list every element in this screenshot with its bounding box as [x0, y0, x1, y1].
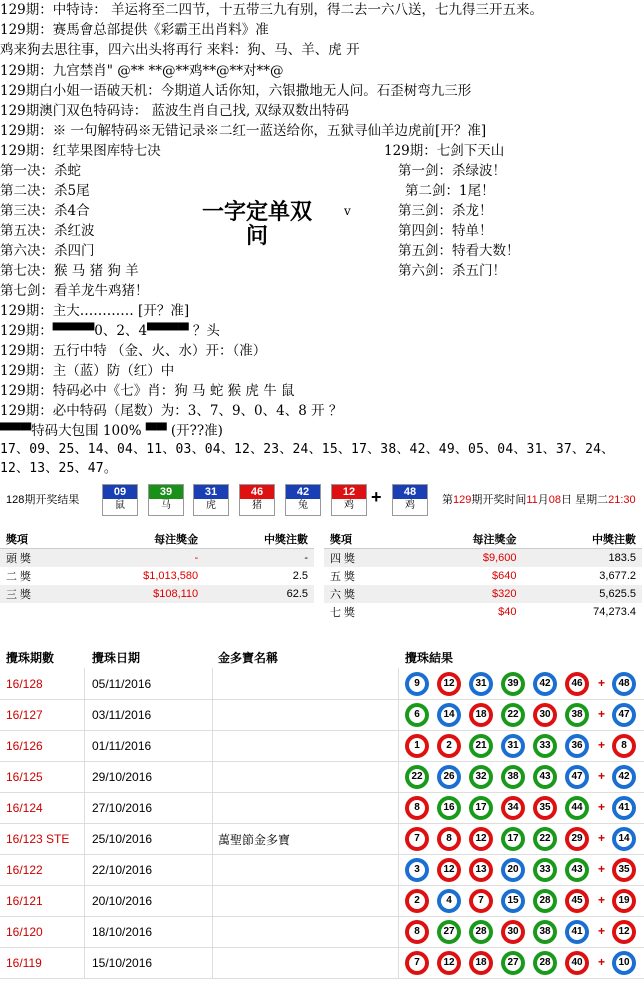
history-date: 20/10/2016 — [92, 894, 153, 908]
history-ball: 28 — [533, 889, 557, 913]
prize-row — [324, 603, 642, 621]
history-row — [0, 916, 644, 948]
history-ball: 14 — [437, 703, 461, 727]
plus-sign: + — [598, 676, 606, 690]
text-line: 129期：赛馬會总部提供《彩霸王出肖料》准 — [0, 22, 269, 38]
history-ball: 41 — [565, 920, 589, 944]
history-ball: 47 — [565, 765, 589, 789]
right-text-line: 第二剑：1尾！ — [405, 183, 495, 199]
prize-table-left — [0, 530, 314, 603]
history-ball: 38 — [565, 703, 589, 727]
history-period: 16/127 — [6, 708, 43, 722]
prize-table-right — [324, 530, 642, 621]
history-ball: 34 — [501, 796, 525, 820]
plus-sign: + — [598, 831, 606, 845]
history-ball: 13 — [469, 858, 493, 882]
right-text-line: 第三剑：杀龙！ — [398, 203, 493, 219]
history-date: 18/10/2016 — [92, 925, 153, 939]
prize-name: 七 獎 — [330, 607, 356, 619]
text-line: 129期：特码必中《七》肖：狗 马 蛇 猴 虎 牛 鼠 — [0, 383, 295, 399]
history-row — [0, 823, 644, 855]
history-row — [0, 668, 644, 700]
history-ball: 22 — [501, 703, 525, 727]
history-ball: 12 — [437, 672, 461, 696]
draw-ball — [193, 484, 229, 516]
prize-amount: $1,013,580 — [143, 570, 199, 582]
text-line: 第六决：杀四门 — [0, 243, 95, 259]
history-ball: 7 — [405, 827, 429, 851]
text-line: 鸡来狗去思往事，四六出头将再行 来料：狗、马、羊、虎 开 — [0, 42, 360, 58]
history-ball: 15 — [501, 889, 525, 913]
history-ball: 22 — [533, 827, 557, 851]
history-ball: 22 — [405, 765, 429, 789]
prize-header: 每注獎金 — [73, 530, 205, 549]
prize-amount: $320 — [403, 585, 522, 603]
history-ball: 45 — [565, 889, 589, 913]
prize-count: 5,625.5 — [523, 585, 642, 603]
draw-ball-zodiac: 虎 — [206, 500, 216, 511]
history-date: 27/10/2016 — [92, 801, 153, 815]
history-ball: 44 — [565, 796, 589, 820]
history-ball: 17 — [501, 827, 525, 851]
draw-ball-number: 48 — [393, 485, 427, 499]
prize-amount: $640 — [492, 570, 517, 582]
history-ball: 7 — [405, 951, 429, 975]
history-row — [0, 699, 644, 731]
draw-ball-zodiac: 马 — [161, 500, 171, 511]
prize-amount: $40 — [498, 606, 517, 618]
prize-header: 中獎注數 — [523, 530, 642, 549]
text-line: 129期：必中特码（尾数）为：3、7、9、0、4、8 开 ？ — [0, 403, 343, 419]
history-ball: 30 — [501, 920, 525, 944]
draw-ball-zodiac: 猪 — [252, 500, 262, 511]
numbers-line-2: 12、13、25、47。 — [0, 461, 118, 476]
history-ball: 9 — [405, 672, 429, 696]
history-ball: 26 — [437, 765, 461, 789]
history-ball: 35 — [533, 796, 557, 820]
plus-sign: + — [598, 924, 606, 938]
history-ball: 38 — [533, 920, 557, 944]
text-line: 129期：九宫禁肖" @** **@**鸡**@**对**@ — [0, 63, 284, 79]
text-line: 129期：※ 一句解特码※无错记录※二红一蓝送给你，五狱寻仙羊边虎前[开？准] — [0, 123, 487, 139]
prize-header: 每注獎金 — [403, 530, 522, 549]
history-ball: 38 — [501, 765, 525, 789]
header-period: 攪珠期數 — [6, 651, 55, 665]
right-text-line: 第四剑：特单！ — [398, 223, 493, 239]
history-period: 16/119 — [6, 956, 42, 970]
history-period: 16/121 — [6, 894, 43, 908]
draw-ball-zodiac: 兔 — [298, 500, 308, 511]
history-special-ball: 42 — [612, 765, 636, 789]
center-title: 一字定单双问 — [201, 199, 312, 249]
text-line: 129期：主大………… [开？准] — [0, 303, 190, 319]
history-special-ball: 35 — [612, 858, 636, 882]
history-ball: 18 — [469, 951, 493, 975]
history-ball: 27 — [437, 920, 461, 944]
text-line: 129期：主（蓝）防（红）中 — [0, 363, 175, 379]
history-ball: 8 — [405, 920, 429, 944]
history-ball: 12 — [469, 827, 493, 851]
draw-ball-number: 39 — [149, 485, 183, 499]
numbers-line-1: 17、09、25、14、04、11、03、04、12、23、24、15、17、38、42、49、05、04、31、37、24、 — [0, 442, 615, 457]
history-date: 15/10/2016 — [92, 956, 153, 970]
prize-header: 中獎注數 — [204, 530, 314, 549]
history-ball: 18 — [469, 703, 493, 727]
draw-ball — [239, 484, 275, 516]
prize-row — [324, 549, 642, 568]
history-ball: 7 — [469, 889, 493, 913]
history-ball: 43 — [533, 765, 557, 789]
history-special-ball: 8 — [612, 734, 636, 758]
prize-name: 三 獎 — [0, 585, 73, 603]
history-special-ball: 47 — [612, 703, 636, 727]
prize-count: 2.5 — [292, 570, 308, 582]
history-ball: 3 — [405, 858, 429, 882]
right-text-line: 第一剑：杀绿波！ — [398, 163, 506, 179]
draw-result-bar — [0, 481, 644, 517]
history-period: 16/122 — [6, 863, 43, 877]
history-period: 16/123 STE — [6, 832, 70, 846]
history-ball: 29 — [565, 827, 589, 851]
history-period: 16/125 — [6, 770, 43, 784]
right-text-line: 第五剑：特看大数！ — [398, 243, 520, 259]
header-result: 攪珠結果 — [405, 651, 454, 665]
history-ball: 31 — [469, 672, 493, 696]
draw-ball-number: 12 — [332, 485, 366, 499]
text-line: 第一决：杀蛇 — [0, 163, 81, 179]
plus-sign: + — [598, 738, 606, 752]
text-line: 第二决：杀5尾 — [0, 183, 90, 199]
text-line: 129期：中特诗： 羊运将至二四节，十五带三九有别，得二去一六八送，七九得三开五来。 — [0, 2, 544, 18]
plus-sign: + — [598, 769, 606, 783]
draw-ball — [148, 484, 184, 516]
history-ball: 33 — [533, 734, 557, 758]
history-ball: 43 — [565, 858, 589, 882]
prize-name: 六 獎 — [324, 585, 403, 603]
history-ball: 36 — [565, 734, 589, 758]
history-row — [0, 761, 644, 793]
history-date: 25/10/2016 — [92, 832, 153, 846]
history-ball: 39 — [501, 672, 525, 696]
plus-sign: + — [598, 893, 606, 907]
history-ball: 28 — [469, 920, 493, 944]
history-row — [0, 885, 644, 917]
right-text-line: 第六剑：杀五门！ — [398, 263, 506, 279]
history-ball: 2 — [405, 889, 429, 913]
history-ball: 12 — [437, 858, 461, 882]
draw-ball-zodiac: 鸡 — [344, 500, 354, 511]
plus-sign: + — [598, 862, 606, 876]
history-ball: 2 — [437, 734, 461, 758]
plus-sign: + — [598, 955, 606, 969]
prize-row — [0, 549, 314, 568]
prize-name: 四 獎 — [324, 549, 403, 568]
prize-count: 183.5 — [523, 549, 642, 568]
history-date: 22/10/2016 — [92, 863, 153, 877]
draw-ball-zodiac: 鼠 — [115, 500, 125, 511]
history-ball: 12 — [437, 951, 461, 975]
plus-sign: + — [598, 800, 606, 814]
history-ball: 21 — [469, 734, 493, 758]
text-line: ▀▀▀特码大包围 100% ▀▀ (开??准) — [0, 423, 223, 439]
prize-count: - — [204, 549, 314, 568]
history-ball: 4 — [437, 889, 461, 913]
history-date: 29/10/2016 — [92, 770, 153, 784]
text-line: 129期白小姐一语破天机：今期道人话你知，六银撒地无人问。石歪树弯九三形 — [0, 83, 472, 99]
history-row — [0, 792, 644, 824]
history-special-ball: 14 — [612, 827, 636, 851]
draw-ball-number: 31 — [194, 485, 228, 499]
header-name: 金多寶名稱 — [218, 651, 279, 665]
draw-ball-zodiac: 鸡 — [405, 500, 415, 511]
history-name: 萬聖節金多寶 — [218, 833, 291, 847]
history-date: 03/11/2016 — [92, 708, 152, 722]
history-date: 05/11/2016 — [92, 677, 152, 691]
history-special-ball: 12 — [612, 920, 636, 944]
prize-count: 74,273.4 — [593, 606, 636, 618]
prize-name: 二 獎 — [6, 571, 32, 583]
right-text-line: 129期：七剑下天山 — [384, 143, 505, 159]
history-row — [0, 947, 644, 979]
history-ball: 6 — [405, 703, 429, 727]
draw-ball-number: 46 — [240, 485, 274, 499]
history-row — [0, 730, 644, 762]
history-ball: 28 — [533, 951, 557, 975]
prize-amount: $9,600 — [403, 549, 522, 568]
history-ball: 8 — [405, 796, 429, 820]
history-date: 01/11/2016 — [92, 739, 152, 753]
prize-header: 獎項 — [0, 530, 73, 549]
history-ball: 42 — [533, 672, 557, 696]
history-ball: 20 — [501, 858, 525, 882]
history-ball: 31 — [501, 734, 525, 758]
prize-header: 獎項 — [324, 530, 403, 549]
draw-ball-number: 42 — [286, 485, 320, 499]
prize-name: 五 獎 — [330, 571, 356, 583]
history-header — [0, 645, 644, 667]
draw-label: 128期开奖结果 — [6, 494, 80, 506]
prize-count: 62.5 — [204, 585, 314, 603]
prize-row — [0, 567, 314, 585]
history-period: 16/126 — [6, 739, 43, 753]
text-line: 129期：五行中特 （金、火、水）开：（准） — [0, 343, 267, 359]
history-period: 16/124 — [6, 801, 43, 815]
text-line: 第七剑：看羊龙牛鸡猪！ — [0, 283, 149, 299]
history-special-ball: 19 — [612, 889, 636, 913]
history-special-ball: 41 — [612, 796, 636, 820]
center-mark: v — [344, 204, 351, 218]
draw-special-ball — [392, 484, 428, 516]
prize-amount: - — [73, 549, 205, 568]
history-special-ball: 10 — [612, 951, 636, 975]
prize-amount: $108,110 — [73, 585, 205, 603]
prize-name: 頭 獎 — [0, 549, 73, 568]
history-ball: 33 — [533, 858, 557, 882]
history-row — [0, 854, 644, 886]
header-date: 攪珠日期 — [92, 651, 141, 665]
prize-row — [0, 585, 314, 603]
history-ball: 16 — [437, 796, 461, 820]
history-period: 16/120 — [6, 925, 43, 939]
history-ball: 40 — [565, 951, 589, 975]
history-ball: 8 — [437, 827, 461, 851]
plus-sign: + — [371, 487, 382, 507]
history-ball: 32 — [469, 765, 493, 789]
prize-row — [324, 585, 642, 603]
history-special-ball: 48 — [612, 672, 636, 696]
history-ball: 1 — [405, 734, 429, 758]
text-line: 129期澳门双色特码诗： 蓝波生肖自己找, 双绿双数出特码 — [0, 103, 350, 119]
history-ball: 27 — [501, 951, 525, 975]
text-line: 第三决：杀4合 — [0, 203, 90, 219]
plus-sign: + — [598, 707, 606, 721]
draw-info: 第129期开奖时间11月08日 星期二21:30 — [442, 494, 636, 506]
text-line: 第五决：杀红波 — [0, 223, 95, 239]
history-ball: 46 — [565, 672, 589, 696]
text-line: 129期：▀▀▀▀0、2、4▀▀▀▀ ？头 — [0, 323, 220, 339]
prize-row — [324, 567, 642, 585]
prize-count: 3,677.2 — [599, 570, 636, 582]
draw-ball-number: 09 — [103, 485, 137, 499]
text-line: 129期：红苹果图库特七决 — [0, 143, 161, 159]
text-line: 第七决：猴 马 猪 狗 羊 — [0, 263, 139, 279]
draw-ball — [285, 484, 321, 516]
history-ball: 30 — [533, 703, 557, 727]
draw-ball — [331, 484, 367, 516]
draw-ball — [102, 484, 138, 516]
history-period: 16/128 — [6, 677, 43, 691]
history-ball: 17 — [469, 796, 493, 820]
